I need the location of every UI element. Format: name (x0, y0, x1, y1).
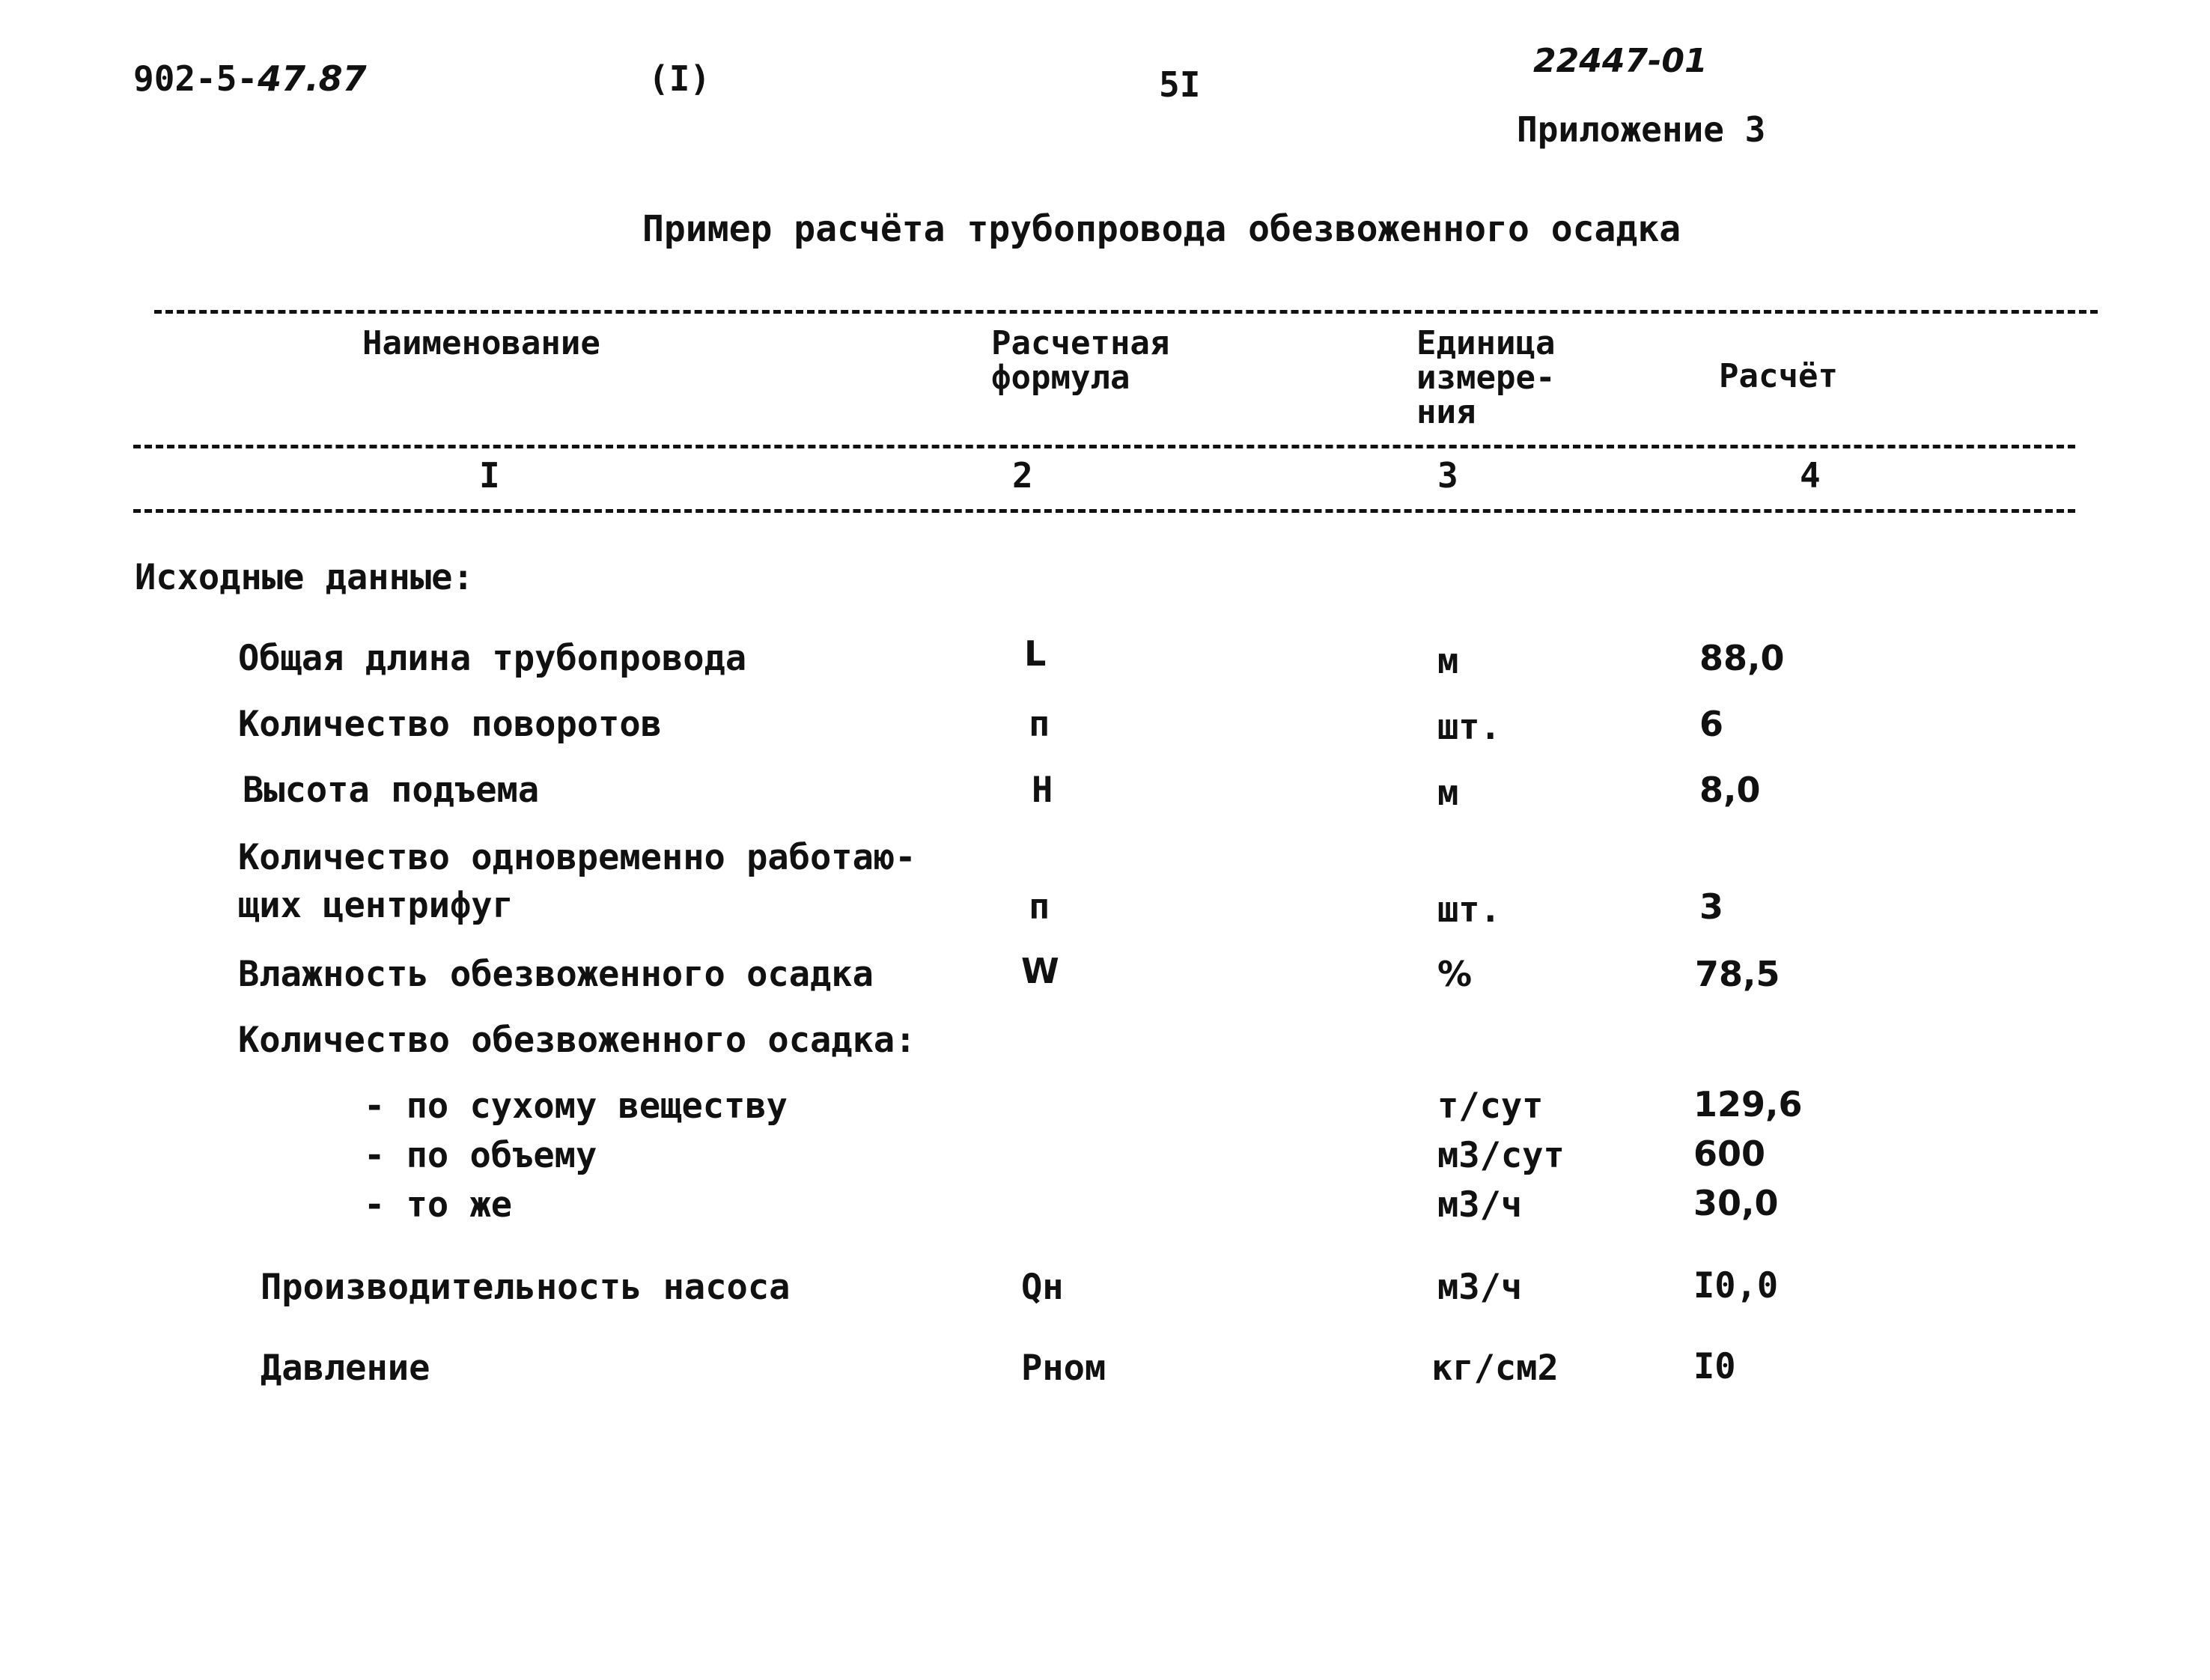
table-header-rule (133, 445, 2075, 448)
row-formula: Рном (1021, 1348, 1106, 1389)
row-unit: шт. (1437, 889, 1501, 931)
column-number-4: 4 (1800, 455, 1821, 496)
row-formula: Qн (1021, 1267, 1064, 1308)
column-header-formula: Расчетная формула (991, 324, 1170, 397)
row-unit: м (1437, 773, 1459, 814)
row-unit: % (1437, 954, 1473, 994)
column-number-2: 2 (1012, 455, 1033, 496)
column-header-unit: Единица измере- ния (1416, 324, 1556, 431)
row-unit: м3/сут (1437, 1135, 1565, 1176)
row-unit: м3/ч (1437, 1184, 1523, 1226)
row-unit: т/сут (1437, 1086, 1544, 1127)
row-name: Высота подъема (243, 770, 540, 811)
column-header-calculation: Расчёт (1719, 357, 1838, 395)
row-name-line2: щих центрифуг (238, 885, 514, 926)
row-name: Общая длина трубопровода (238, 638, 747, 679)
row-value: 129,6 (1693, 1084, 1803, 1124)
document-number: 22447-01 (1533, 42, 1708, 80)
row-value: 3 (1699, 886, 1724, 927)
row-value: 30,0 (1693, 1183, 1779, 1223)
row-unit: кг/см2 (1431, 1348, 1559, 1389)
table-top-rule (154, 310, 2098, 314)
doc-code (133, 58, 367, 99)
row-value: 78,5 (1695, 954, 1780, 994)
column-number-1: I (479, 455, 500, 496)
column-header-name: Наименование (362, 324, 600, 362)
row-formula: L (1024, 633, 1047, 674)
row-name-line1: Количество одновременно работаю- (238, 837, 916, 878)
row-value: I0,0 (1693, 1265, 1779, 1306)
page-title: Пример расчёта трубопровода обезвоженного осадка (642, 208, 1681, 250)
section-label: Исходные данные: (135, 557, 474, 598)
row-unit: шт. (1437, 707, 1501, 748)
row-unit: м3/ч (1437, 1267, 1523, 1308)
row-name: - то же (364, 1184, 513, 1226)
page-number: 5I (1159, 64, 1201, 105)
row-name: - по сухому веществу (364, 1086, 788, 1127)
doc-code-handwritten: 47.87 (258, 58, 367, 99)
section-number: (I) (648, 58, 711, 99)
row-value: 600 (1693, 1133, 1766, 1174)
row-formula: Н (1032, 770, 1053, 811)
appendix-label: Приложение 3 (1517, 109, 1766, 150)
column-number-3: 3 (1437, 455, 1458, 496)
row-name: Количество обезвоженного осадка: (238, 1020, 916, 1061)
row-formula: W (1021, 951, 1059, 991)
row-formula: п (1029, 704, 1050, 745)
row-formula: п (1029, 886, 1050, 928)
row-value: 8,0 (1699, 770, 1761, 810)
row-value: I0 (1693, 1346, 1736, 1387)
table-number-rule (133, 509, 2075, 513)
row-value: 88,0 (1699, 638, 1785, 678)
row-name: Производительность насоса (261, 1267, 791, 1308)
doc-code-printed: 902-5- (133, 58, 258, 99)
row-unit: м (1437, 641, 1459, 682)
row-name: Количество поворотов (238, 704, 662, 745)
row-name: Давление (261, 1348, 430, 1389)
row-name: - по объему (364, 1135, 597, 1176)
row-value: 6 (1699, 704, 1724, 744)
row-name: Влажность обезвоженного осадка (238, 954, 874, 995)
